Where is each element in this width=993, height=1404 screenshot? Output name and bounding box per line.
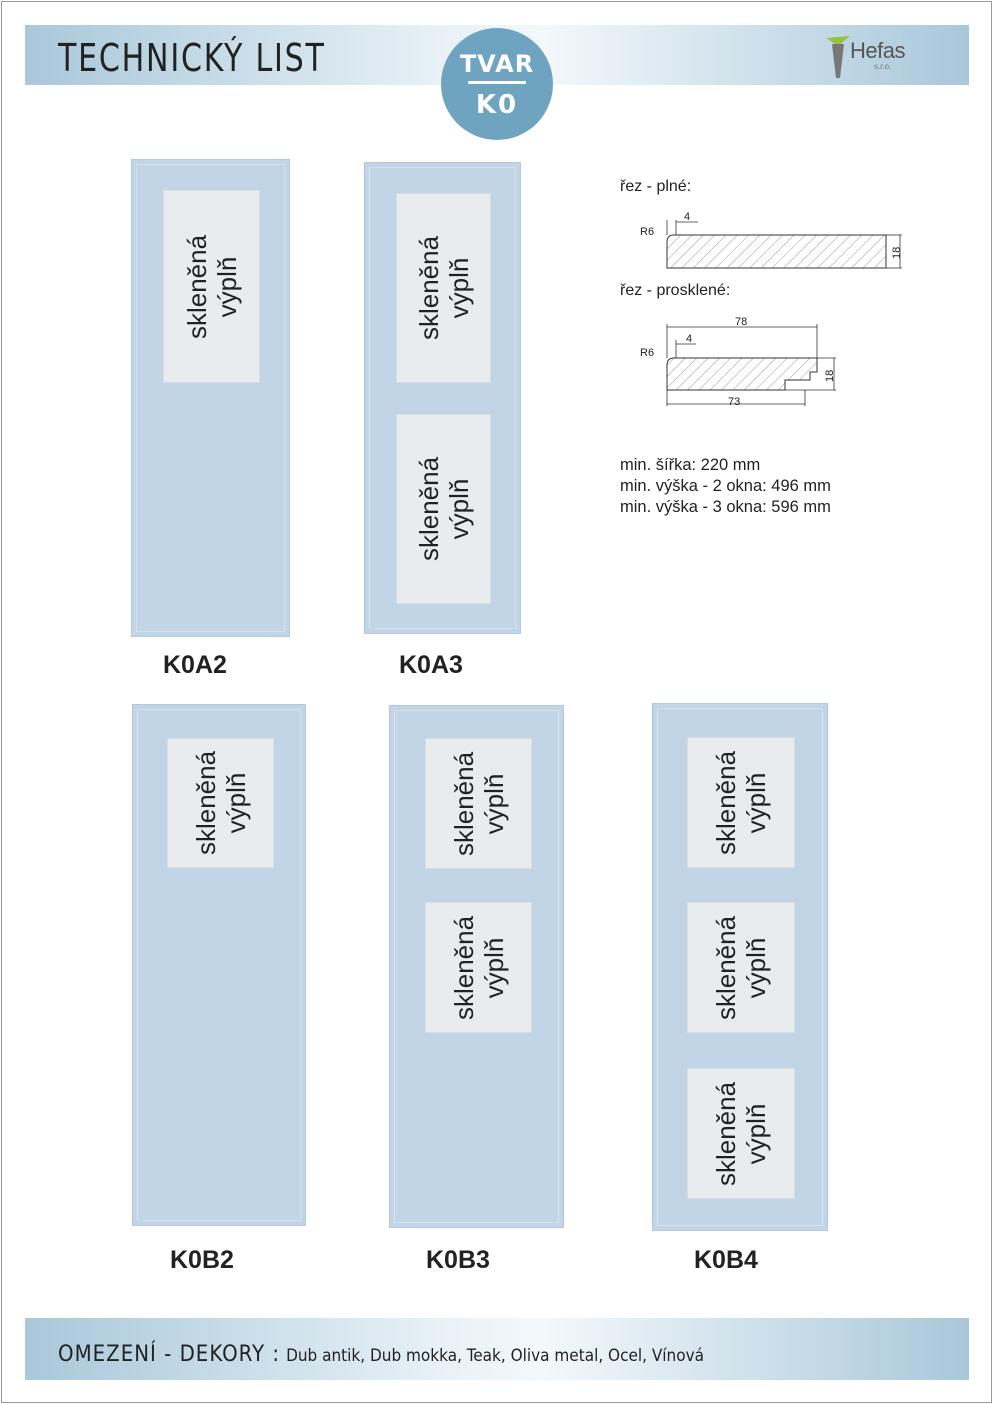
section-full-dim-18: 18 — [891, 246, 903, 259]
section-full-label: řez - plné: — [620, 178, 692, 195]
section-glazed-dim-4: 4 — [686, 333, 693, 345]
glass-label-line2: výplň — [741, 937, 771, 998]
section-full-drawing — [620, 205, 920, 280]
glass-label-line1: skleněná — [413, 235, 444, 341]
restrictions — [58, 1342, 704, 1367]
door-code: K0A3 — [399, 651, 463, 679]
spec-min-width: min. šířka: 220 mm — [620, 456, 761, 474]
section-glazed-dim-73: 73 — [728, 396, 741, 408]
glass-panel — [396, 193, 491, 383]
glass-label — [711, 1068, 771, 1199]
glass-label-line2: výplň — [741, 772, 771, 833]
badge-divider — [468, 81, 526, 84]
glass-panel — [163, 190, 260, 383]
spec-min-height-3: min. výška - 3 okna: 596 mm — [620, 498, 831, 516]
spec-list — [620, 455, 831, 518]
door-k0a3 — [364, 162, 521, 634]
glass-label-line1: skleněná — [448, 915, 479, 1020]
logo-subtext: s.r.o. — [874, 62, 892, 71]
glass-label-line2: výplň — [211, 256, 242, 317]
glass-panel — [425, 902, 532, 1033]
glass-label — [414, 439, 474, 579]
glass-label-line1: skleněná — [711, 1081, 741, 1186]
glass-label-line2: výplň — [443, 478, 474, 540]
door-k0a2 — [131, 159, 290, 637]
badge-bottom-text: K0 — [475, 90, 519, 120]
glass-label — [414, 218, 474, 358]
section-glazed-r: R6 — [640, 347, 655, 359]
section-full-dim-4: 4 — [684, 211, 691, 223]
glass-panel — [687, 902, 795, 1033]
door-k0b3 — [389, 705, 564, 1228]
glass-label-line2: výplň — [478, 773, 509, 834]
glass-panel — [425, 738, 532, 869]
restrictions-value: Dub antik, Dub mokka, Teak, Oliva metal, Ocel, Vínová — [286, 1346, 705, 1366]
glass-label-line1: skleněná — [190, 750, 221, 856]
glass-label-line1: skleněná — [711, 915, 741, 1020]
glass-panel — [687, 737, 795, 868]
section-glazed-dim-18: 18 — [824, 369, 836, 382]
door-code: K0B2 — [170, 1246, 234, 1274]
glass-label — [711, 902, 771, 1033]
section-glazed-label: řez - prosklené: — [620, 282, 731, 299]
glass-label-line1: skleněná — [448, 751, 479, 856]
glass-panel — [396, 414, 491, 604]
glass-label — [182, 217, 242, 357]
door-code: K0B4 — [694, 1246, 758, 1274]
spec-min-height-2: min. výška - 2 okna: 496 mm — [620, 477, 831, 495]
door-k0b2 — [132, 704, 306, 1226]
section-full-r: R6 — [640, 226, 655, 238]
glass-label-line1: skleněná — [711, 750, 741, 855]
glass-label-line1: skleněná — [181, 234, 212, 339]
door-k0b4 — [652, 703, 828, 1231]
glass-label-line2: výplň — [443, 257, 474, 319]
glass-panel — [687, 1068, 795, 1199]
shape-badge — [441, 28, 553, 140]
restrictions-label: OMEZENÍ - DEKORY : — [58, 1342, 281, 1367]
logo-text: Hefas — [850, 38, 905, 63]
glass-label — [449, 738, 509, 869]
glass-label-line2: výplň — [478, 937, 509, 998]
glass-label — [449, 902, 509, 1033]
page-title: TECHNICKÝ LIST — [58, 36, 326, 80]
glass-label-line2: výplň — [220, 772, 251, 834]
glass-label — [711, 737, 771, 868]
section-glazed-drawing — [620, 310, 920, 415]
glass-label-line2: výplň — [741, 1103, 771, 1164]
glass-label-line1: skleněná — [413, 456, 444, 562]
glass-panel — [167, 738, 274, 868]
glass-label — [191, 738, 251, 868]
door-code: K0A2 — [163, 651, 227, 679]
door-code: K0B3 — [426, 1246, 490, 1274]
section-glazed-dim-78: 78 — [735, 316, 748, 328]
badge-top-text: TVAR — [459, 50, 535, 78]
